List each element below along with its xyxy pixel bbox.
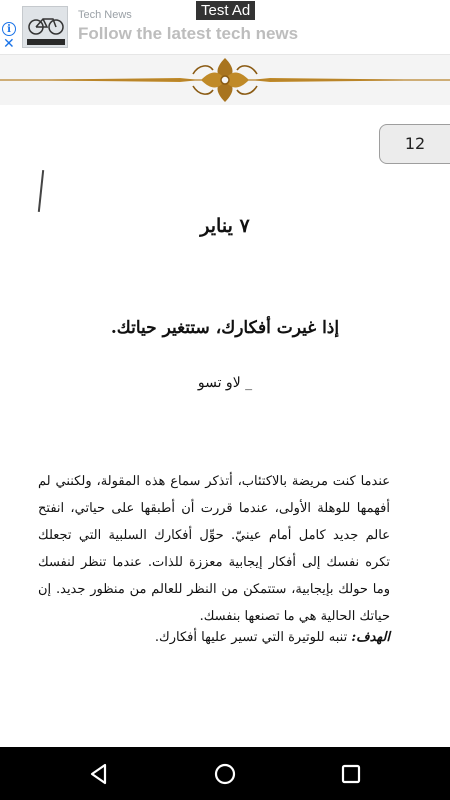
body-paragraph: عندما كنت مريضة بالاكتئاب، أتذكر سماع هذه المقولة، ولكنني لم أفهمها للوهلة الأولى، عندما قررت أن أطبقها على حياتي، انفتح عالم جديد كامل أمام عينيّ. حوِّل أفكارك السلبية التي تجعلك تكره نفسك إلى أفكار إيجابية معززة للذات. عندما تنظر لنفسك وما حولك بإيجابية، ستتمكن من النظر للعالم من منظور جديد. إن حياتك الحالية هي ما تصنعها بنفسك. [38,474,390,624]
book-page [0,105,450,747]
ad-banner[interactable] [0,0,450,55]
ad-sponsor[interactable]: Tech News [78,9,132,21]
quote-author: _ لاو تسو [197,375,253,391]
ad-badge: Test Ad [196,1,255,20]
info-icon[interactable]: i [2,22,16,36]
navigation-bar [0,747,450,800]
recents-icon[interactable] [336,759,366,789]
home-icon[interactable] [210,759,240,789]
goal-line [150,630,390,645]
goal-text: تنبه للوتيرة التي تسير عليها أفكارك. [154,630,352,645]
page-number-tab[interactable]: 12 [379,124,450,164]
goal-label: الهدف: [351,630,390,645]
back-icon[interactable] [84,759,114,789]
page-date-title: ٧ يناير [200,215,250,237]
ad-thumbnail[interactable] [22,6,68,48]
ad-headline[interactable]: Follow the latest tech news [78,24,299,43]
ornament-divider [0,55,450,105]
close-icon[interactable]: ✕ [3,36,15,52]
quote-text: إذا غيرت أفكارك، ستتغير حياتك. [110,318,340,338]
